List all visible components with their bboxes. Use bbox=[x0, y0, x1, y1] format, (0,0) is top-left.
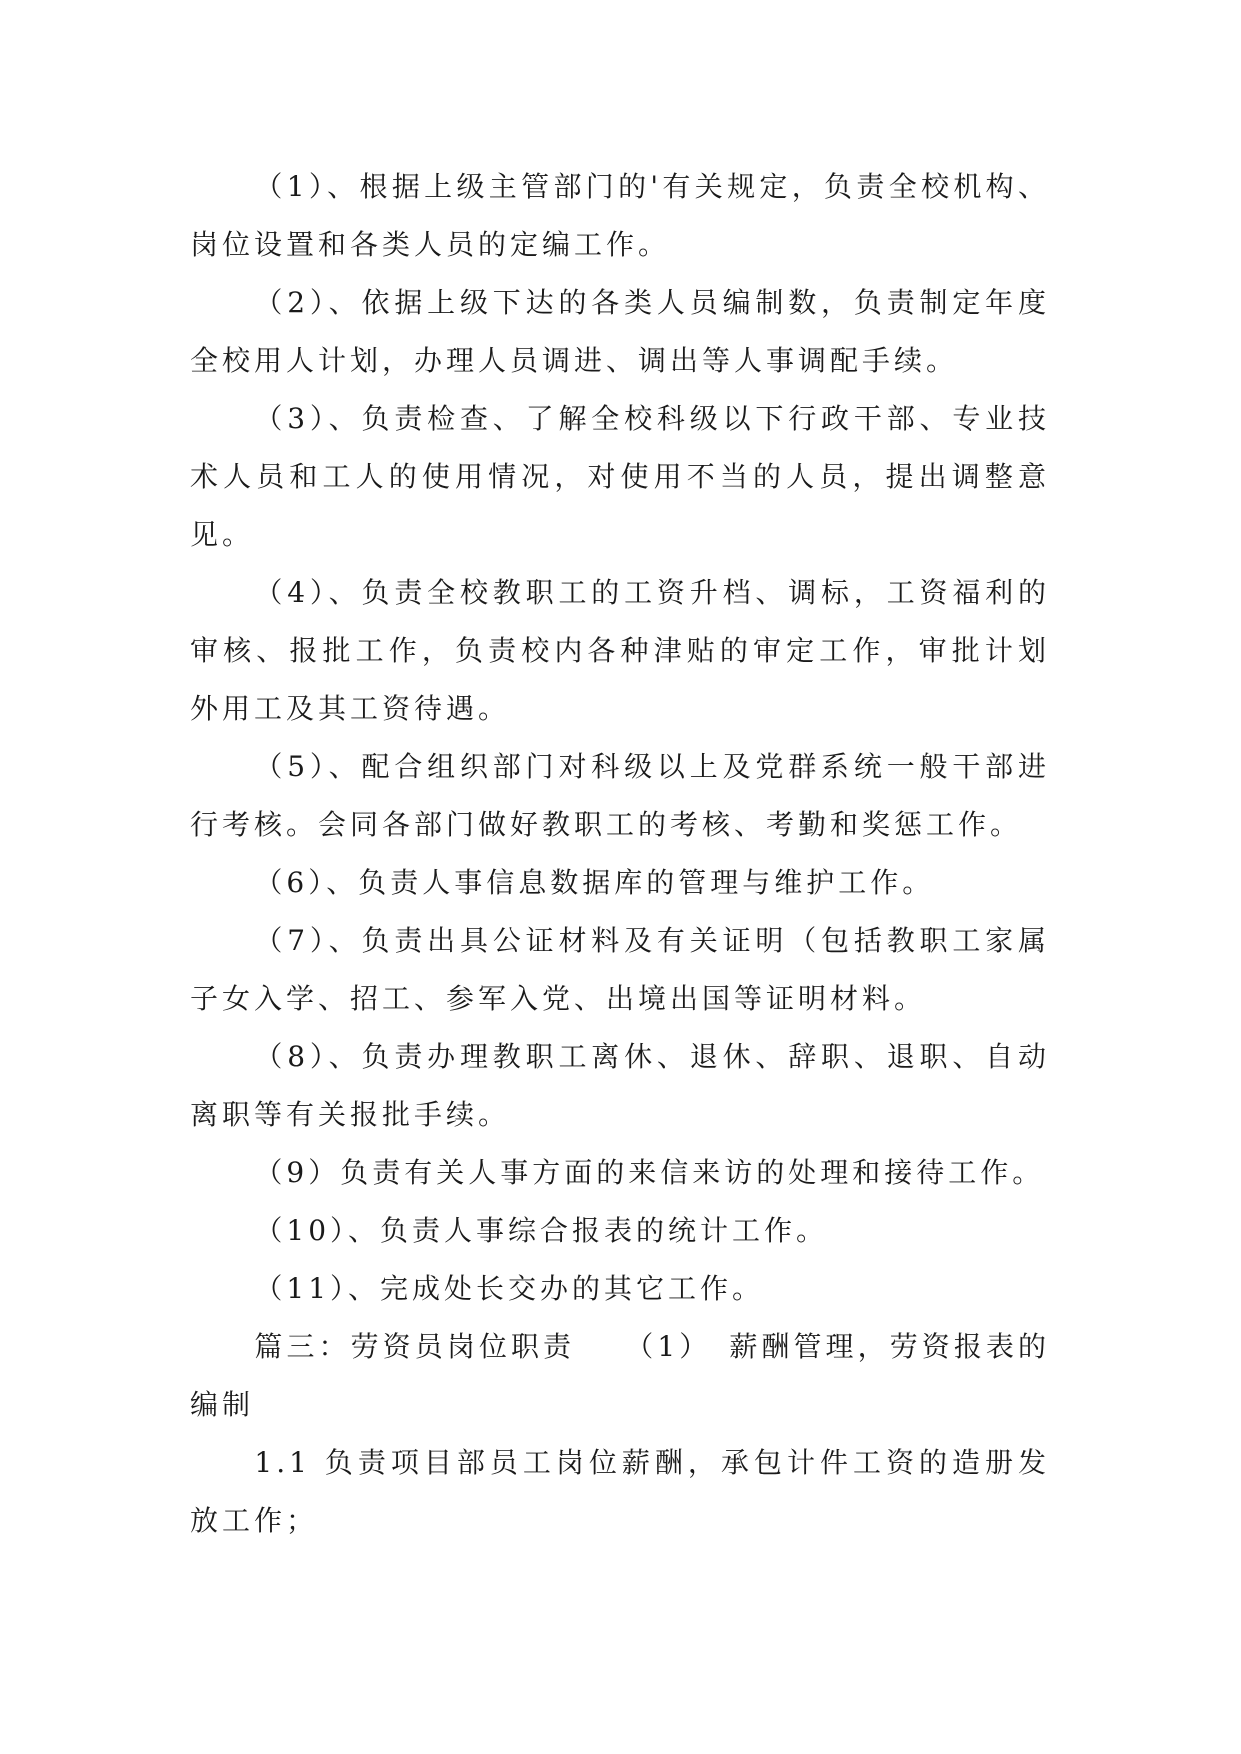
paragraph-2: （2）、依据上级下达的各类人员编制数，负责制定年度全校用人计划，办理人员调进、调出等人事调配手续。 bbox=[190, 286, 1050, 377]
paragraph-1: （1）、根据上级主管部门的'有关规定，负责全校机构、岗位设置和各类人员的定编工作。 bbox=[190, 170, 1050, 261]
paragraph-1-1: 1.1 负责项目部员工岗位薪酬，承包计件工资的造册发放工作； bbox=[190, 1446, 1050, 1537]
paragraph-4: （4）、负责全校教职工的工资升档、调标，工资福利的审核、报批工作，负责校内各种津贴的审定工作，审批计划外用工及其工资待遇。 bbox=[190, 576, 1050, 725]
paragraph-6: （6）、负责人事信息数据库的管理与维护工作。 bbox=[254, 866, 935, 899]
paragraph-8: （8）、负责办理教职工离休、退休、辞职、退职、自动离职等有关报批手续。 bbox=[190, 1040, 1050, 1131]
paragraph-5: （5）、配合组织部门对科级以上及党群系统一般干部进行考核。会同各部门做好教职工的考核、考勤和奖惩工作。 bbox=[190, 750, 1050, 841]
paragraph-9: （9）负责有关人事方面的来信来访的处理和接待工作。 bbox=[254, 1156, 1045, 1189]
paragraph-10: （10）、负责人事综合报表的统计工作。 bbox=[254, 1214, 829, 1247]
paragraph-7: （7）、负责出具公证材料及有关证明（包括教职工家属子女入学、招工、参军入党、出境出国等证明材料。 bbox=[190, 924, 1050, 1015]
paragraph-3: （3）、负责检查、了解全校科级以下行政干部、专业技术人员和工人的使用情况，对使用不当的人员，提出调整意见。 bbox=[190, 402, 1050, 551]
document-body bbox=[190, 158, 1050, 1550]
section-heading-paragraph: 篇三：劳资员岗位职责 （1） 薪酬管理，劳资报表的编制 bbox=[190, 1330, 1050, 1421]
paragraph-11: （11）、完成处长交办的其它工作。 bbox=[254, 1272, 765, 1305]
